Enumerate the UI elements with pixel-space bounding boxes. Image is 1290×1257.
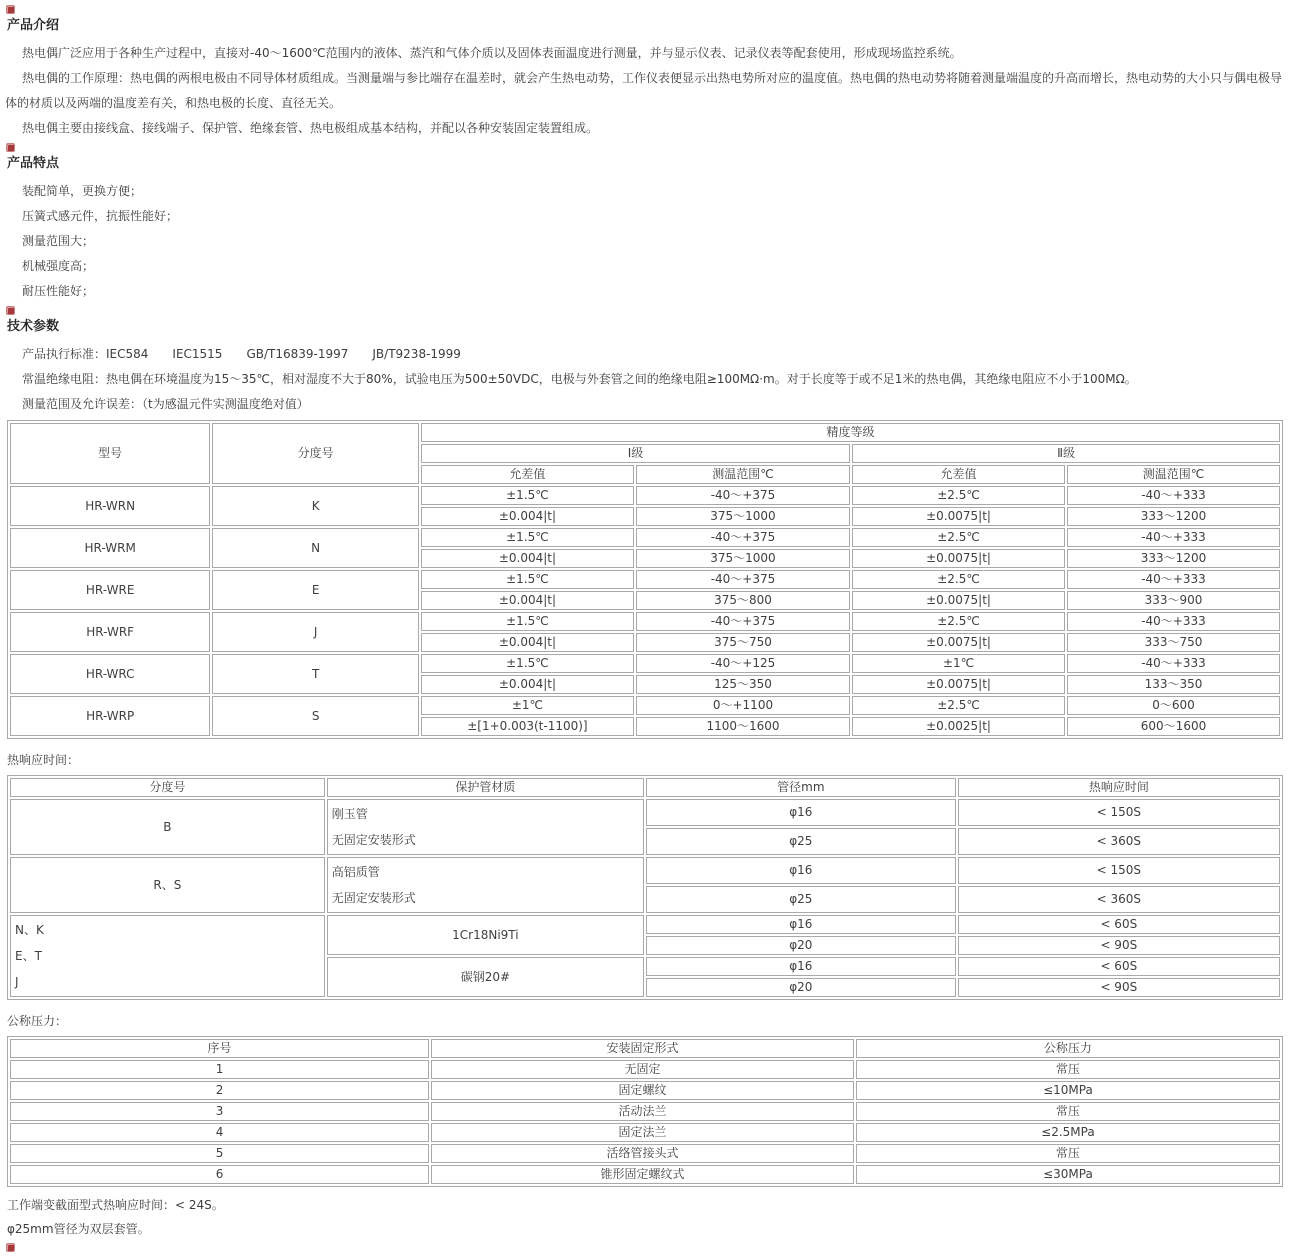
table-cell: ±1℃ xyxy=(421,696,634,715)
table-cell: ≤30MPa xyxy=(856,1165,1280,1184)
table-cell: < 90S xyxy=(958,978,1280,997)
table-cell: 锥形固定螺纹式 xyxy=(431,1165,854,1184)
table-cell: 固定法兰 xyxy=(431,1123,854,1142)
table-cell: Ⅰ级 xyxy=(421,444,850,463)
table-cell: φ16 xyxy=(646,799,956,826)
table-cell: ±0.004|t| xyxy=(421,633,634,652)
table-cell xyxy=(10,915,325,997)
table-cell: ≤2.5MPa xyxy=(856,1123,1280,1142)
table-cell: 1100～1600 xyxy=(636,717,850,736)
pressure-table xyxy=(7,1036,1283,1187)
table-cell: 0～+1100 xyxy=(636,696,850,715)
feature-item: 测量范围大； xyxy=(22,234,95,248)
table-cell: ±0.004|t| xyxy=(421,675,634,694)
section-title-intro: 产品介绍 xyxy=(7,18,60,33)
table-cell: -40～+375 xyxy=(636,570,850,589)
table-cell xyxy=(327,799,644,855)
cell-line: 刚玉管 xyxy=(331,807,368,821)
table-cell: 活络管接头式 xyxy=(431,1144,854,1163)
table-cell: HR-WRF xyxy=(10,612,210,652)
table-row xyxy=(10,1060,1280,1079)
table-cell: 333～900 xyxy=(1067,591,1280,610)
response-time-table xyxy=(7,775,1283,1000)
table-cell: ±2.5℃ xyxy=(852,486,1065,505)
table-cell: < 60S xyxy=(958,957,1280,976)
table-cell: ±0.0075|t| xyxy=(852,591,1065,610)
table-cell: ±1.5℃ xyxy=(421,570,634,589)
table-cell: ±1.5℃ xyxy=(421,654,634,673)
table-cell: 常压 xyxy=(856,1060,1280,1079)
table-cell: ±[1+0.003(t-1100)] xyxy=(421,717,634,736)
table-cell: ±0.0025|t| xyxy=(852,717,1065,736)
table-cell: 管径mm xyxy=(646,778,956,797)
table-cell: < 360S xyxy=(958,828,1280,855)
table-row xyxy=(10,1102,1280,1121)
table-cell: 1 xyxy=(10,1060,429,1079)
table-cell: φ25 xyxy=(646,886,956,913)
table-cell: ±0.0075|t| xyxy=(852,549,1065,568)
cell-line: 无固定安装形式 xyxy=(331,891,416,905)
table-cell: φ16 xyxy=(646,857,956,884)
table-row xyxy=(10,1144,1280,1163)
table-cell: φ25 xyxy=(646,828,956,855)
table-cell: 测温范围℃ xyxy=(1067,465,1280,484)
table-cell: 测温范围℃ xyxy=(636,465,850,484)
table-row xyxy=(10,799,1280,826)
table-cell: 133～350 xyxy=(1067,675,1280,694)
table-cell: ±1.5℃ xyxy=(421,486,634,505)
table-cell: ±0.0075|t| xyxy=(852,675,1065,694)
cell-line: 无固定安装形式 xyxy=(331,833,416,847)
intro-paragraph: 热电偶的工作原理：热电偶的两根电极由不同导体材质组成。当测量端与参比端存在温差时，就会产生热电动势，工作仪表便显示出热电势所对应的温度值。热电偶的热电动势将随着测量端温度的升高而增长，热电动势的大小只与偶电极导体的材质以及两端的温度差有关，和热电极的长度、直径无关。 xyxy=(5,71,1283,110)
feature-item: 压簧式感元件，抗振性能好； xyxy=(22,209,179,223)
table-row xyxy=(10,915,1280,934)
table-cell: 333～1200 xyxy=(1067,507,1280,526)
table-cell: ±2.5℃ xyxy=(852,570,1065,589)
table-row xyxy=(10,423,1280,442)
section-title-features: 产品特点 xyxy=(7,156,60,171)
table-cell: 固定螺纹 xyxy=(431,1081,854,1100)
table-cell: R、S xyxy=(10,857,325,913)
table-cell: -40～+333 xyxy=(1067,486,1280,505)
table-cell: HR-WRN xyxy=(10,486,210,526)
table-cell: 333～750 xyxy=(1067,633,1280,652)
intro-paragraph: 热电偶主要由接线盒、接线端子、保护管、绝缘套管、热电极组成基本结构，并配以各种安装固定装置组成。 xyxy=(22,121,599,135)
table-cell: -40～+333 xyxy=(1067,570,1280,589)
table-cell: 375～750 xyxy=(636,633,850,652)
table-cell: HR-WRM xyxy=(10,528,210,568)
table-cell: 型号 xyxy=(10,423,210,484)
table-cell: ±2.5℃ xyxy=(852,696,1065,715)
footnote: 工作端变截面型式热响应时间：< 24S。 xyxy=(7,1198,224,1212)
table-cell: 375～1000 xyxy=(636,507,850,526)
table-cell: 常压 xyxy=(856,1144,1280,1163)
table-cell: 公称压力 xyxy=(856,1039,1280,1058)
table-cell: < 360S xyxy=(958,886,1280,913)
intro-paragraph: 热电偶广泛应用于各种生产过程中，直接对-40～1600℃范围内的液体、蒸汽和气体介质以及固体表面温度进行测量，并与显示仪表、记录仪表等配套使用，形成现场监控系统。 xyxy=(22,46,962,60)
table-row xyxy=(10,1165,1280,1184)
table-cell: -40～+375 xyxy=(636,612,850,631)
table-cell: T xyxy=(212,654,419,694)
feature-item: 装配简单，更换方便； xyxy=(22,184,143,198)
table-cell: φ20 xyxy=(646,978,956,997)
table-cell: ±1.5℃ xyxy=(421,528,634,547)
intro-paragraphs xyxy=(5,41,1285,141)
table-cell: ±2.5℃ xyxy=(852,612,1065,631)
table-cell: 1Cr18Ni9Ti xyxy=(327,915,644,955)
table-cell: N xyxy=(212,528,419,568)
table-cell: φ16 xyxy=(646,915,956,934)
table-cell: 6 xyxy=(10,1165,429,1184)
table-row xyxy=(10,857,1280,884)
table-row xyxy=(10,1039,1280,1058)
table-cell: 安装固定形式 xyxy=(431,1039,854,1058)
table-cell: ±0.004|t| xyxy=(421,591,634,610)
cell-line: E、T xyxy=(15,949,42,963)
table-cell: 600～1600 xyxy=(1067,717,1280,736)
table-cell: -40～+375 xyxy=(636,486,850,505)
table-cell: ±0.004|t| xyxy=(421,549,634,568)
table-cell: HR-WRC xyxy=(10,654,210,694)
table-cell: -40～+333 xyxy=(1067,654,1280,673)
table-cell: 热响应时间 xyxy=(958,778,1280,797)
spec-range-note: 测量范围及允许误差：（t为感温元件实测温度绝对值） xyxy=(22,397,309,411)
table-cell: 活动法兰 xyxy=(431,1102,854,1121)
table-cell: ±0.004|t| xyxy=(421,507,634,526)
table-cell: HR-WRE xyxy=(10,570,210,610)
spec-standards: 产品执行标准：IEC584 IEC1515 GB/T16839-1997 JB/T9238-1999 xyxy=(22,347,461,361)
table-cell: < 60S xyxy=(958,915,1280,934)
table-cell: -40～+125 xyxy=(636,654,850,673)
table-cell: -40～+375 xyxy=(636,528,850,547)
table-cell: 分度号 xyxy=(10,778,325,797)
table-row xyxy=(10,1123,1280,1142)
table-cell: K xyxy=(212,486,419,526)
table-cell: E xyxy=(212,570,419,610)
broken-image-icon xyxy=(6,1243,15,1252)
table-cell: 4 xyxy=(10,1123,429,1142)
table-row xyxy=(10,486,1280,505)
table-cell: 333～1200 xyxy=(1067,549,1280,568)
feature-item: 耐压性能好； xyxy=(22,284,95,298)
table-cell: 允差值 xyxy=(421,465,634,484)
table-cell: 2 xyxy=(10,1081,429,1100)
table-row xyxy=(10,654,1280,673)
table-cell: J xyxy=(212,612,419,652)
table-cell xyxy=(327,857,644,913)
table-row xyxy=(10,528,1280,547)
table-cell: 允差值 xyxy=(852,465,1065,484)
cell-line: J xyxy=(15,975,19,989)
table-cell: 375～1000 xyxy=(636,549,850,568)
table-cell: 序号 xyxy=(10,1039,429,1058)
spec-insulation: 常温绝缘电阻：热电偶在环境温度为15～35℃，相对湿度不大于80%，试验电压为500±50VDC，电极与外套管之间的绝缘电阻≥100MΩ·m。对于长度等于或不足1米的热电偶，其绝缘电阻应不小于100MΩ。 xyxy=(22,372,1137,386)
spec-lines xyxy=(5,342,1285,417)
section-title-specs: 技术参数 xyxy=(7,319,60,334)
table-cell: 3 xyxy=(10,1102,429,1121)
table-row xyxy=(10,570,1280,589)
table-cell: 分度号 xyxy=(212,423,419,484)
footnote: φ25mm管径为双层套管。 xyxy=(7,1222,150,1236)
table-cell: < 150S xyxy=(958,857,1280,884)
broken-image-icon xyxy=(6,306,15,315)
table-cell: ±1.5℃ xyxy=(421,612,634,631)
table-cell: S xyxy=(212,696,419,736)
table-cell: φ20 xyxy=(646,936,956,955)
table-cell: < 90S xyxy=(958,936,1280,955)
broken-image-icon xyxy=(6,5,15,14)
table-row xyxy=(10,696,1280,715)
table-cell: 精度等级 xyxy=(421,423,1280,442)
table-cell: HR-WRP xyxy=(10,696,210,736)
table-cell: ±1℃ xyxy=(852,654,1065,673)
table-cell: 0～600 xyxy=(1067,696,1280,715)
cell-line: N、K xyxy=(15,923,44,937)
table-row xyxy=(10,1081,1280,1100)
table-cell: B xyxy=(10,799,325,855)
table-row xyxy=(10,612,1280,631)
table-cell: ±0.0075|t| xyxy=(852,633,1065,652)
table-cell: 5 xyxy=(10,1144,429,1163)
table-cell: 无固定 xyxy=(431,1060,854,1079)
table-cell: ±2.5℃ xyxy=(852,528,1065,547)
broken-image-icon xyxy=(6,143,15,152)
table-cell: 保护管材质 xyxy=(327,778,644,797)
table-cell: < 150S xyxy=(958,799,1280,826)
table-cell: 常压 xyxy=(856,1102,1280,1121)
table-cell: 125～350 xyxy=(636,675,850,694)
table-cell: ≤10MPa xyxy=(856,1081,1280,1100)
table-cell: ±0.0075|t| xyxy=(852,507,1065,526)
feature-item: 机械强度高； xyxy=(22,259,95,273)
accuracy-table xyxy=(7,420,1283,739)
table-cell: 碳钢20# xyxy=(327,957,644,997)
table-cell: φ16 xyxy=(646,957,956,976)
cell-line: 高铝质管 xyxy=(331,865,380,879)
response-time-label: 热响应时间： xyxy=(7,753,80,767)
table-row xyxy=(10,778,1280,797)
pressure-label: 公称压力： xyxy=(7,1014,68,1028)
table-cell: Ⅱ级 xyxy=(852,444,1280,463)
table-cell: -40～+333 xyxy=(1067,528,1280,547)
feature-list xyxy=(5,179,1285,304)
table-cell: -40～+333 xyxy=(1067,612,1280,631)
table-cell: 375～800 xyxy=(636,591,850,610)
